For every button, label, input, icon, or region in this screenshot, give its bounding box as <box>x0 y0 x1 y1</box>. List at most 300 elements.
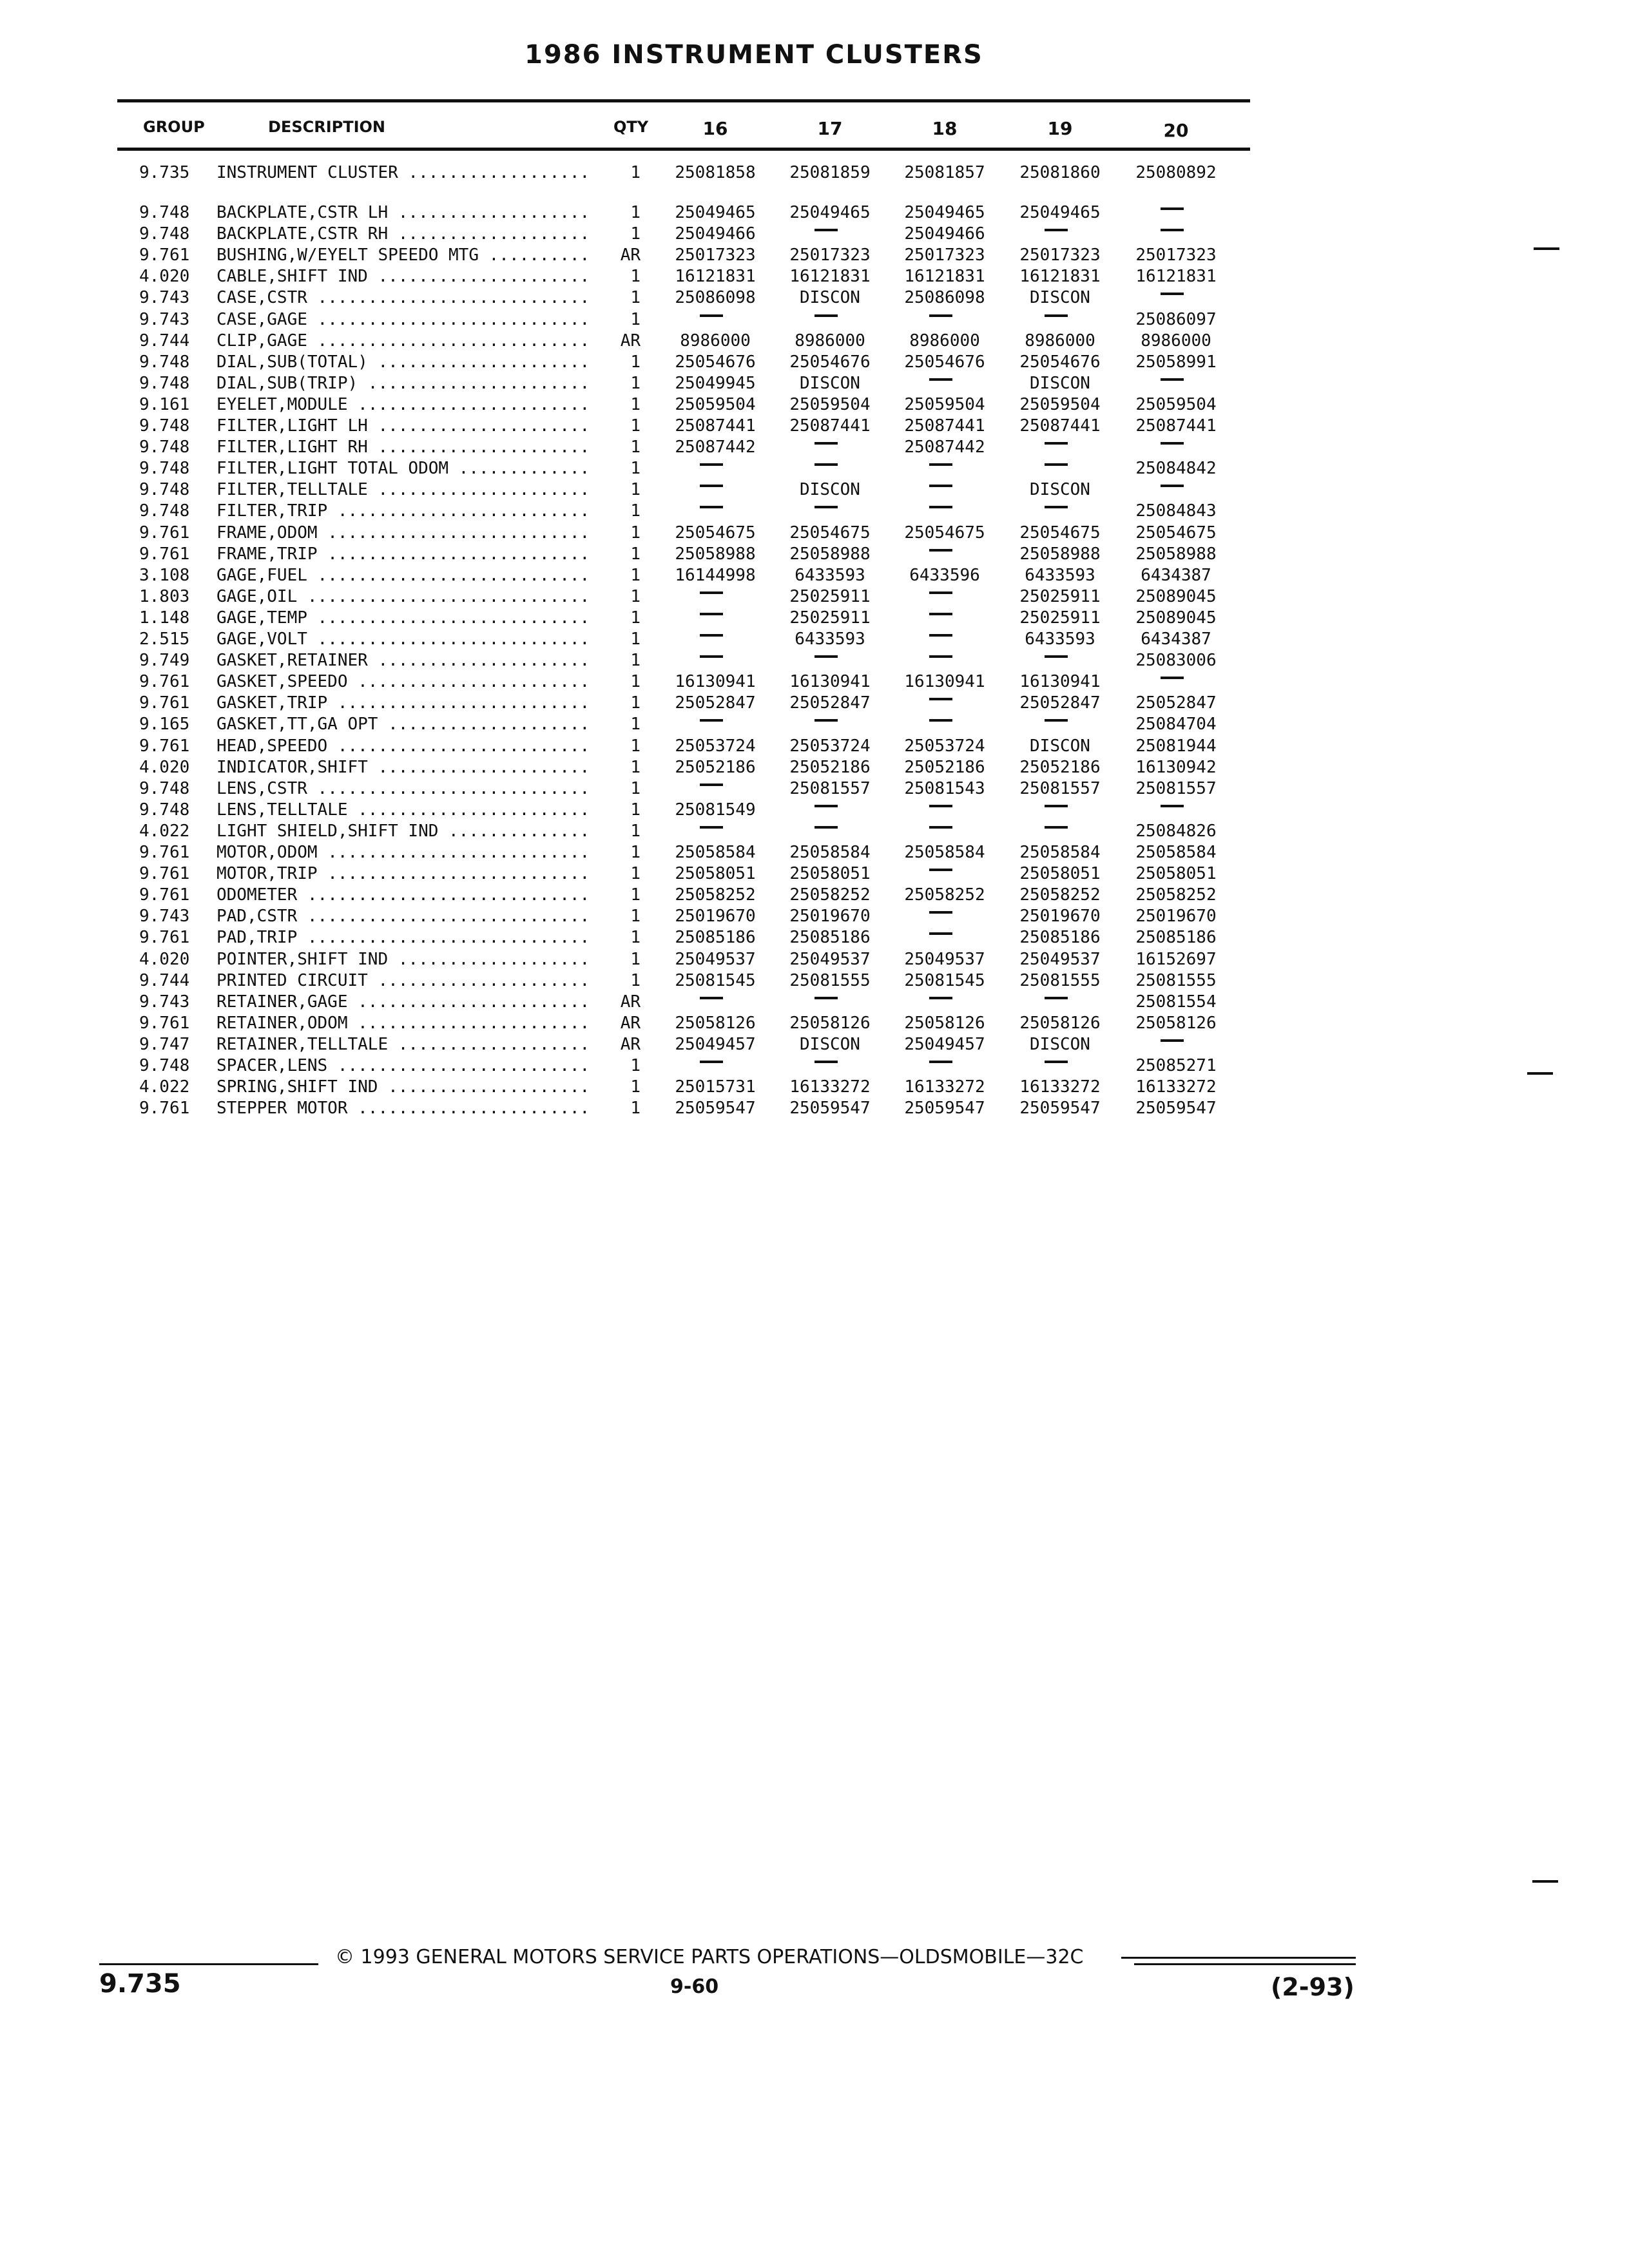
part-number-cell: 16133272 <box>789 1077 871 1097</box>
dash-mark <box>1045 463 1068 466</box>
table-row <box>0 162 1629 184</box>
part-number-cell: 25085186 <box>789 928 871 948</box>
dash-mark <box>929 314 952 317</box>
dash-mark <box>929 1061 952 1063</box>
part-number-cell: 25049457 <box>904 1034 985 1054</box>
qty-cell: 1 <box>593 736 641 757</box>
group-cell: 9.748 <box>139 778 190 798</box>
part-number-cell: 6433593 <box>1025 565 1095 585</box>
table-row <box>0 714 1629 735</box>
group-cell: 9.748 <box>139 437 190 457</box>
part-number-cell: 25058988 <box>675 544 756 564</box>
footer-copyright: © 1993 GENERAL MOTORS SERVICE PARTS OPERATIONS—OLDSMOBILE—32C <box>335 1946 1084 1968</box>
dash-mark <box>700 826 723 829</box>
description-cell: GAGE,TEMP ..... <box>217 608 610 629</box>
part-number-cell: 16144998 <box>675 565 756 585</box>
group-cell: 9.748 <box>139 224 190 244</box>
table-row <box>0 757 1629 778</box>
description-cell: CABLE,SHIFT IND ..... <box>217 266 610 287</box>
description-cell: PAD,TRIP ..... <box>217 927 610 948</box>
part-number-cell: 25085186 <box>675 928 756 948</box>
part-number-cell: 25049945 <box>675 373 756 393</box>
part-number-cell: 25019670 <box>1019 907 1101 927</box>
dash-mark <box>1161 677 1184 679</box>
part-number-cell: 25087442 <box>675 437 756 457</box>
group-cell: 9.761 <box>139 928 190 948</box>
description-cell: LENS,TELLTALE ..... <box>217 800 610 821</box>
part-number-cell: 25081860 <box>1019 163 1101 182</box>
table-row <box>0 693 1629 714</box>
group-cell: 9.748 <box>139 1056 190 1075</box>
table-row <box>0 1077 1629 1098</box>
part-number-cell: 25053724 <box>904 736 985 756</box>
description-cell: DIAL,SUB(TRIP) ..... <box>217 373 610 394</box>
description-cell: MOTOR,ODOM ..... <box>217 842 610 863</box>
part-number-cell: 25087441 <box>675 416 756 436</box>
dash-mark <box>700 719 723 722</box>
dash-mark <box>1161 229 1184 231</box>
description-cell: GASKET,TRIP ..... <box>217 693 610 714</box>
part-number-cell: 25081555 <box>789 970 871 990</box>
part-number-cell: 16130941 <box>1019 672 1101 692</box>
qty-cell: 1 <box>593 671 641 693</box>
part-number-cell: 25081543 <box>904 778 985 798</box>
part-number-cell: 16130941 <box>904 672 985 692</box>
table-row <box>0 565 1629 586</box>
part-number-cell: 25084826 <box>1135 821 1217 841</box>
dash-mark <box>1045 1061 1068 1063</box>
description-cell: FILTER,TELLTALE ..... <box>217 479 610 501</box>
part-number-cell: 25081858 <box>675 163 756 182</box>
part-number-cell: 25052847 <box>1135 693 1217 713</box>
group-cell: 9.748 <box>139 501 190 521</box>
header-col-18: 18 <box>932 118 958 139</box>
group-cell: 4.022 <box>139 1077 190 1097</box>
part-number-cell: 25081857 <box>904 163 985 182</box>
dash-mark <box>1045 442 1068 445</box>
qty-cell: 1 <box>593 863 641 885</box>
part-number-cell: 25058126 <box>904 1013 985 1033</box>
part-number-cell: 25017323 <box>789 245 871 265</box>
part-number-cell: 25058584 <box>675 843 756 862</box>
part-number-cell: 25058584 <box>1135 843 1217 862</box>
part-number-cell: 25052186 <box>1019 757 1101 777</box>
header-col-16: 16 <box>702 118 728 139</box>
description-cell: BACKPLATE,CSTR LH ..... <box>217 202 610 224</box>
group-cell: 9.735 <box>139 163 190 182</box>
part-number-cell: DISCON <box>1030 480 1090 500</box>
part-number-cell: 25081554 <box>1135 992 1217 1012</box>
table-row <box>0 586 1629 608</box>
table-row <box>0 394 1629 416</box>
dash-mark <box>929 698 952 700</box>
dash-mark <box>929 634 952 637</box>
table-row <box>0 266 1629 287</box>
footer-page-number: 9-60 <box>670 1975 719 1998</box>
qty-cell: AR <box>593 1034 641 1055</box>
description-cell: CASE,GAGE ..... <box>217 309 610 331</box>
part-number-cell: 8986000 <box>1025 331 1095 351</box>
group-cell: 9.749 <box>139 651 190 671</box>
group-cell: 4.020 <box>139 949 190 969</box>
dash-mark <box>700 613 723 615</box>
group-cell: 9.761 <box>139 1099 190 1119</box>
group-cell: 9.748 <box>139 203 190 222</box>
part-number-cell: 25084842 <box>1135 459 1217 479</box>
part-number-cell: 6433593 <box>795 565 865 585</box>
qty-cell: AR <box>593 992 641 1013</box>
dash-mark <box>929 805 952 807</box>
part-number-cell: 25019670 <box>675 907 756 927</box>
group-cell: 9.761 <box>139 736 190 756</box>
part-number-cell: 6434387 <box>1141 629 1211 649</box>
dash-mark <box>1045 506 1068 508</box>
table-row <box>0 544 1629 565</box>
description-cell: GAGE,OIL ..... <box>217 586 610 608</box>
dash-mark <box>929 485 952 487</box>
part-number-cell: 25054675 <box>904 523 985 543</box>
part-number-cell: 6433593 <box>795 629 865 649</box>
dash-mark <box>815 506 838 508</box>
part-number-cell: 6433596 <box>909 565 980 585</box>
part-number-cell: 25049537 <box>675 949 756 969</box>
qty-cell: 1 <box>593 778 641 800</box>
group-cell: 9.761 <box>139 864 190 884</box>
part-number-cell: DISCON <box>800 373 860 393</box>
table-row <box>0 501 1629 522</box>
group-cell: 1.148 <box>139 608 190 628</box>
part-number-cell: 25059547 <box>904 1099 985 1119</box>
group-cell: 4.020 <box>139 267 190 287</box>
description-cell: BACKPLATE,CSTR RH ..... <box>217 224 610 245</box>
part-number-cell: 25049466 <box>904 224 985 244</box>
part-number-cell: 25081557 <box>1135 778 1217 798</box>
description-cell: MOTOR,TRIP ..... <box>217 863 610 885</box>
dash-mark <box>815 997 838 999</box>
description-cell: CASE,CSTR ..... <box>217 287 610 309</box>
part-number-cell: 25089045 <box>1135 608 1217 628</box>
part-number-cell: 8986000 <box>680 331 751 351</box>
dash-mark <box>700 506 723 508</box>
part-number-cell: 25058252 <box>789 885 871 905</box>
qty-cell: 1 <box>593 437 641 458</box>
part-number-cell: 16121831 <box>904 267 985 287</box>
table-row <box>0 416 1629 437</box>
part-number-cell: 25053724 <box>675 736 756 756</box>
part-number-cell: 25058126 <box>1135 1013 1217 1033</box>
description-cell: INDICATOR,SHIFT ..... <box>217 757 610 778</box>
header-description: DESCRIPTION <box>268 118 386 136</box>
part-number-cell: 25049537 <box>1019 949 1101 969</box>
dash-mark <box>1161 293 1184 295</box>
table-row <box>0 287 1629 309</box>
part-number-cell: 25019670 <box>789 907 871 927</box>
table-row <box>0 885 1629 906</box>
dash-mark <box>815 826 838 829</box>
part-number-cell: 25058126 <box>1019 1013 1101 1033</box>
qty-cell: 1 <box>593 544 641 565</box>
part-number-cell: 25049465 <box>904 203 985 222</box>
description-cell: POINTER,SHIFT IND ..... <box>217 949 610 970</box>
dash-mark <box>1161 805 1184 807</box>
part-number-cell: 25017323 <box>1135 245 1217 265</box>
description-cell: SPACER,LENS ..... <box>217 1055 610 1077</box>
part-number-cell: 25084843 <box>1135 501 1217 521</box>
part-number-cell: 25083006 <box>1135 651 1217 671</box>
dash-mark <box>929 719 952 722</box>
part-number-cell: 25058252 <box>904 885 985 905</box>
part-number-cell: 25052847 <box>789 693 871 713</box>
description-cell: RETAINER,ODOM ..... <box>217 1013 610 1034</box>
description-cell: GASKET,RETAINER ..... <box>217 650 610 671</box>
qty-cell: 1 <box>593 266 641 287</box>
qty-cell: 1 <box>593 906 641 927</box>
table-row <box>0 224 1629 245</box>
table-row <box>0 970 1629 992</box>
group-cell: 9.761 <box>139 672 190 692</box>
part-number-cell: 25059547 <box>675 1099 756 1119</box>
dash-mark <box>815 1061 838 1063</box>
part-number-cell: 25059504 <box>789 394 871 414</box>
description-cell: LENS,CSTR ..... <box>217 778 610 800</box>
description-cell: HEAD,SPEEDO ..... <box>217 736 610 757</box>
part-number-cell: 25058126 <box>675 1013 756 1033</box>
description-cell: FRAME,TRIP ..... <box>217 544 610 565</box>
qty-cell: 1 <box>593 1055 641 1077</box>
table-row <box>0 352 1629 373</box>
part-number-cell: 16121831 <box>1019 267 1101 287</box>
description-cell: FILTER,LIGHT TOTAL ODOM ..... <box>217 458 610 479</box>
part-number-cell: 25054676 <box>675 352 756 372</box>
description-cell: FILTER,LIGHT RH ..... <box>217 437 610 458</box>
part-number-cell: 16121831 <box>789 267 871 287</box>
dash-mark <box>700 655 723 658</box>
table-row <box>0 842 1629 863</box>
table-row <box>0 906 1629 927</box>
dash-mark <box>1045 997 1068 999</box>
header-group: GROUP <box>143 118 205 136</box>
table-row <box>0 1013 1629 1034</box>
group-cell: 4.022 <box>139 821 190 841</box>
footer-rule-right-upper <box>1121 1957 1356 1959</box>
part-number-cell: 25058991 <box>1135 352 1217 372</box>
qty-cell: 1 <box>593 458 641 479</box>
part-number-cell: 25058051 <box>1019 864 1101 884</box>
group-cell: 9.161 <box>139 394 190 414</box>
dash-mark <box>1161 207 1184 210</box>
part-number-cell: 25025911 <box>1019 586 1101 606</box>
part-number-cell: 25058988 <box>789 544 871 564</box>
part-number-cell: 25054675 <box>1019 523 1101 543</box>
description-cell: GAGE,VOLT ..... <box>217 629 610 650</box>
description-cell: PRINTED CIRCUIT ..... <box>217 970 610 992</box>
footer-rule-left <box>99 1963 318 1965</box>
group-cell: 2.515 <box>139 629 190 649</box>
part-number-cell: 25059547 <box>789 1099 871 1119</box>
part-number-cell: 25081557 <box>1019 778 1101 798</box>
part-number-cell: 25085186 <box>1135 928 1217 948</box>
part-number-cell: 25052847 <box>675 693 756 713</box>
part-number-cell: DISCON <box>1030 373 1090 393</box>
table-row <box>0 671 1629 693</box>
part-number-cell: 25054676 <box>904 352 985 372</box>
part-number-cell: 25025911 <box>789 586 871 606</box>
qty-cell: 1 <box>593 1077 641 1098</box>
description-cell: LIGHT SHIELD,SHIFT IND ..... <box>217 821 610 842</box>
qty-cell: 1 <box>593 565 641 586</box>
group-cell: 9.748 <box>139 352 190 372</box>
dash-mark <box>700 1061 723 1063</box>
part-number-cell: 25019670 <box>1135 907 1217 927</box>
part-number-cell: 25059504 <box>904 394 985 414</box>
part-number-cell: 25058988 <box>1019 544 1101 564</box>
qty-cell: 1 <box>593 309 641 331</box>
group-cell: 9.748 <box>139 373 190 393</box>
margin-mark <box>1532 1880 1558 1883</box>
part-number-cell: 8986000 <box>795 331 865 351</box>
group-cell: 9.743 <box>139 992 190 1012</box>
part-number-cell: 25025911 <box>1019 608 1101 628</box>
part-number-cell: 25017323 <box>675 245 756 265</box>
header-qty: QTY <box>613 118 649 136</box>
part-number-cell: 25058126 <box>789 1013 871 1033</box>
group-cell: 9.761 <box>139 245 190 265</box>
description-cell: FRAME,ODOM ..... <box>217 523 610 544</box>
dash-mark <box>929 997 952 999</box>
table-row <box>0 992 1629 1013</box>
part-number-cell: 16121831 <box>675 267 756 287</box>
part-number-cell: 25058584 <box>789 843 871 862</box>
part-number-cell: 25089045 <box>1135 586 1217 606</box>
qty-cell: AR <box>593 1013 641 1034</box>
table-row <box>0 629 1629 650</box>
part-number-cell: 25015731 <box>675 1077 756 1097</box>
part-number-cell: 25059504 <box>1019 394 1101 414</box>
table-row <box>0 458 1629 479</box>
part-number-cell: 6434387 <box>1141 565 1211 585</box>
dash-mark <box>700 463 723 466</box>
qty-cell: 1 <box>593 650 641 671</box>
header-col-17: 17 <box>817 118 843 139</box>
dash-mark <box>815 442 838 445</box>
page-title: 1986 INSTRUMENT CLUSTERS <box>525 40 983 70</box>
part-number-cell: DISCON <box>1030 736 1090 756</box>
group-cell: 9.761 <box>139 693 190 713</box>
margin-mark <box>1527 1072 1553 1075</box>
description-cell: SPRING,SHIFT IND ..... <box>217 1077 610 1098</box>
part-number-cell: 25017323 <box>1019 245 1101 265</box>
group-cell: 9.761 <box>139 544 190 564</box>
part-number-cell: 25058051 <box>1135 864 1217 884</box>
description-cell: PAD,CSTR ..... <box>217 906 610 927</box>
part-number-cell: 25025911 <box>789 608 871 628</box>
part-number-cell: 25049537 <box>789 949 871 969</box>
part-number-cell: 25058051 <box>789 864 871 884</box>
part-number-cell: 25086097 <box>1135 309 1217 329</box>
table-row <box>0 800 1629 821</box>
qty-cell: AR <box>593 245 641 266</box>
dash-mark <box>815 805 838 807</box>
group-cell: 9.748 <box>139 480 190 500</box>
part-number-cell: 25081549 <box>675 800 756 820</box>
part-number-cell: 25081555 <box>1019 970 1101 990</box>
qty-cell: 1 <box>593 416 641 437</box>
part-number-cell: DISCON <box>800 1034 860 1054</box>
qty-cell: 1 <box>593 352 641 373</box>
part-number-cell: 16133272 <box>904 1077 985 1097</box>
part-number-cell: 25086098 <box>675 288 756 308</box>
part-number-cell: 25052186 <box>789 757 871 777</box>
group-cell: 9.743 <box>139 288 190 308</box>
dash-mark <box>700 314 723 317</box>
description-cell: GASKET,TT,GA OPT ..... <box>217 714 610 735</box>
group-cell: 9.743 <box>139 309 190 329</box>
part-number-cell: 25052186 <box>675 757 756 777</box>
table-row <box>0 373 1629 394</box>
qty-cell: AR <box>593 331 641 352</box>
dash-mark <box>1045 655 1068 658</box>
part-number-cell: 25086098 <box>904 288 985 308</box>
part-number-cell: 25087442 <box>904 437 985 457</box>
part-number-cell: 25058252 <box>1135 885 1217 905</box>
qty-cell: 1 <box>593 970 641 992</box>
part-number-cell: DISCON <box>1030 1034 1090 1054</box>
description-cell: BUSHING,W/EYELT SPEEDO MTG ..... <box>217 245 610 266</box>
qty-cell: 1 <box>593 394 641 416</box>
part-number-cell: DISCON <box>800 288 860 308</box>
description-cell: STEPPER MOTOR ..... <box>217 1098 610 1119</box>
table-row <box>0 309 1629 331</box>
part-number-cell: DISCON <box>800 480 860 500</box>
part-number-cell: 25049466 <box>675 224 756 244</box>
group-cell: 9.748 <box>139 459 190 479</box>
qty-cell: 1 <box>593 629 641 650</box>
dash-mark <box>929 613 952 615</box>
description-cell: CLIP,GAGE ..... <box>217 331 610 352</box>
group-cell: 9.165 <box>139 715 190 735</box>
dash-mark <box>815 463 838 466</box>
part-number-cell: 25080892 <box>1135 163 1217 182</box>
part-number-cell: 16133272 <box>1019 1077 1101 1097</box>
description-cell: DIAL,SUB(TOTAL) ..... <box>217 352 610 373</box>
part-number-cell: 25053724 <box>789 736 871 756</box>
table-row <box>0 245 1629 266</box>
table-row <box>0 949 1629 970</box>
part-number-cell: 16133272 <box>1135 1077 1217 1097</box>
description-cell: INSTRUMENT CLUSTER ..... <box>217 162 610 184</box>
part-number-cell: 25054676 <box>789 352 871 372</box>
group-cell: 9.761 <box>139 885 190 905</box>
part-number-cell: 25081859 <box>789 163 871 182</box>
part-number-cell: 25085271 <box>1135 1056 1217 1075</box>
group-cell: 3.108 <box>139 565 190 585</box>
dash-mark <box>700 591 723 594</box>
group-cell: 9.761 <box>139 523 190 543</box>
part-number-cell: 25049465 <box>675 203 756 222</box>
dash-mark <box>815 719 838 722</box>
part-number-cell: 25087441 <box>1019 416 1101 436</box>
part-number-cell: 25081545 <box>904 970 985 990</box>
description-cell: FILTER,LIGHT LH ..... <box>217 416 610 437</box>
dash-mark <box>929 549 952 552</box>
group-cell: 4.020 <box>139 757 190 777</box>
qty-cell: 1 <box>593 885 641 906</box>
part-number-cell: 25059547 <box>1135 1099 1217 1119</box>
part-number-cell: 25058252 <box>1019 885 1101 905</box>
part-number-cell: 25054675 <box>675 523 756 543</box>
table-row <box>0 778 1629 800</box>
part-number-cell: DISCON <box>1030 288 1090 308</box>
